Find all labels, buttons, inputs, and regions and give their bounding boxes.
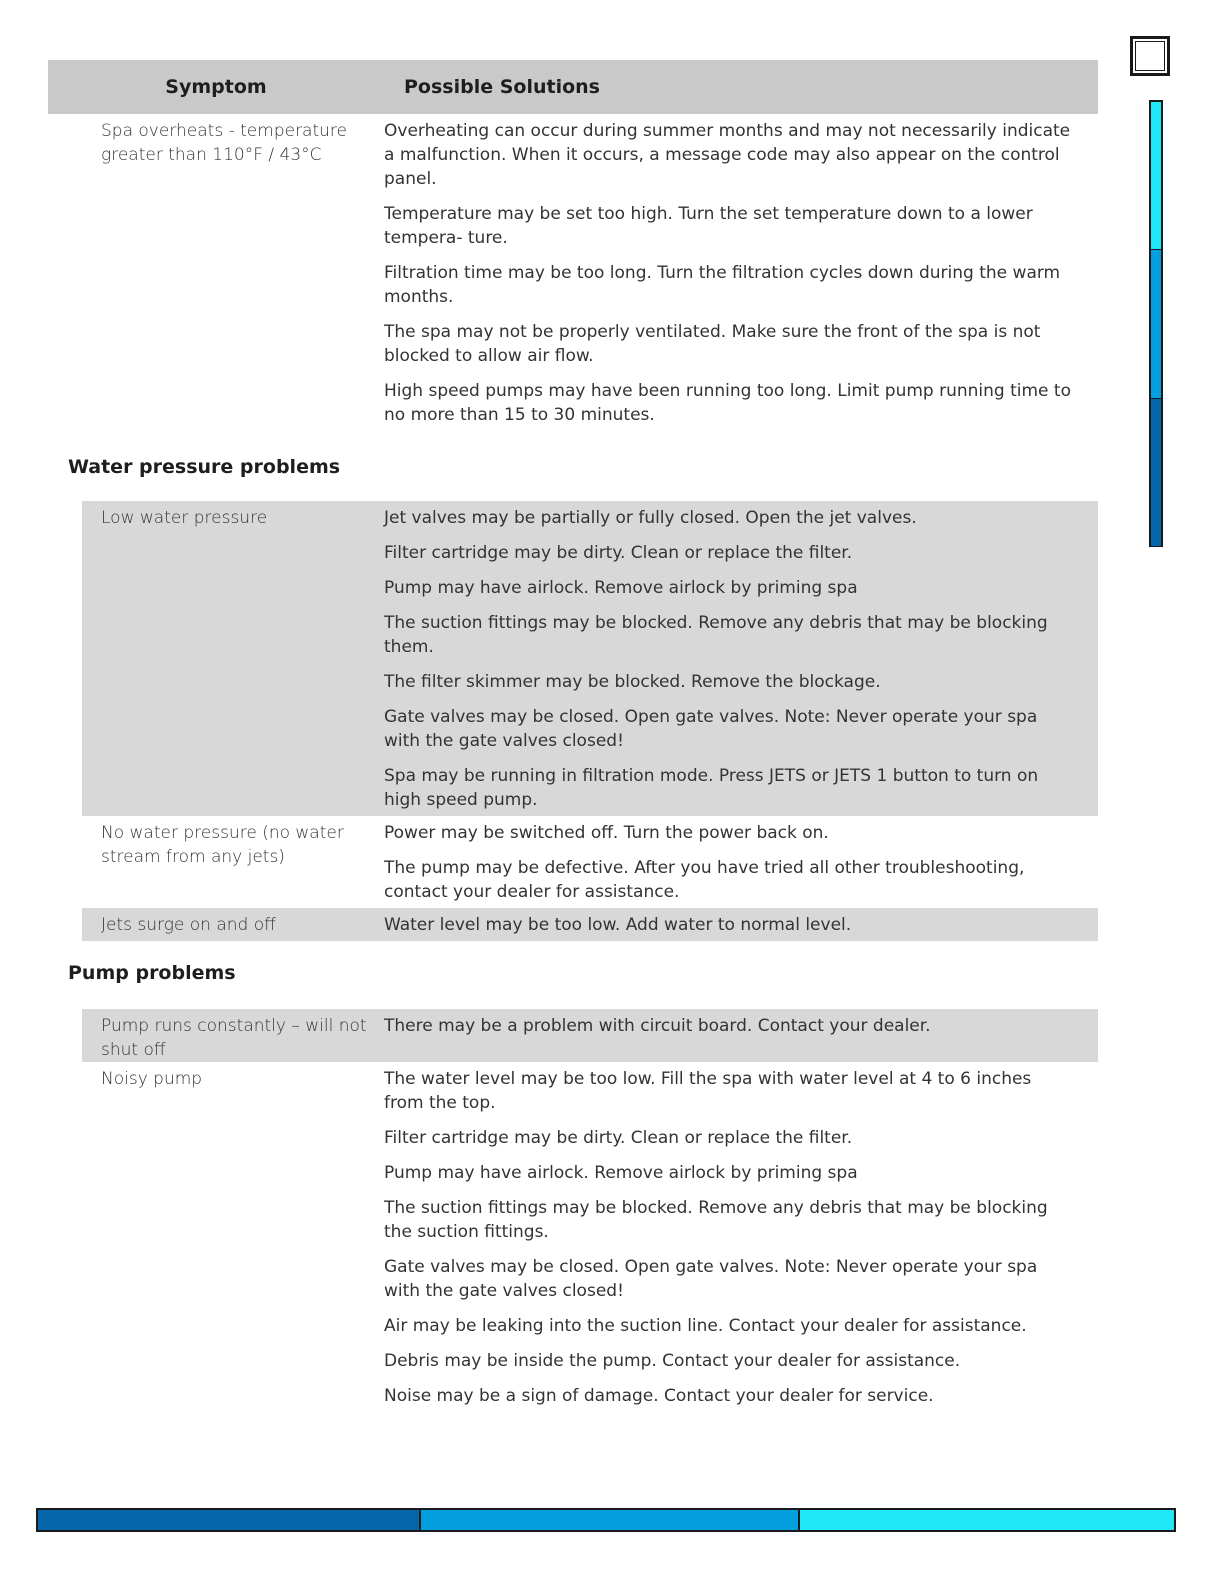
symptom-cell: Pump runs constantly – will not shut off xyxy=(101,1016,367,1060)
bottom-color-bar xyxy=(36,1508,1176,1532)
solution-item: Temperature may be set too high. Turn the set temperature down to a lower tempera- ture. xyxy=(384,204,1033,248)
solution-item: Overheating can occur during summer months and may not necessarily indicate a malfunction. When it occurs, a message code may also appear on the control panel. xyxy=(384,121,1071,189)
table-row xyxy=(82,908,1098,941)
symptom-cell: No water pressure (no water stream from any jets) xyxy=(101,823,344,867)
solutions-cell xyxy=(384,114,1098,431)
table-row xyxy=(82,1009,1098,1062)
solution-item: Water level may be too low. Add water to normal level. xyxy=(384,915,852,935)
solution-item: Jet valves may be partially or fully closed. Open the jet valves. xyxy=(384,508,917,528)
solution-item: The suction fittings may be blocked. Remove any debris that may be blocking them. xyxy=(384,613,1048,657)
bottom-bar-navy xyxy=(38,1510,421,1530)
solutions-cell xyxy=(384,1062,1098,1412)
solution-item: Air may be leaking into the suction line. Contact your dealer for assistance. xyxy=(384,1316,1027,1336)
solution-item: The water level may be too low. Fill the spa with water level at 4 to 6 inches from the top. xyxy=(384,1069,1032,1113)
solutions-cell xyxy=(384,1009,1098,1062)
solution-item: Gate valves may be closed. Open gate valves. Note: Never operate your spa with the gate valves closed! xyxy=(384,707,1038,751)
solution-item: The filter skimmer may be blocked. Remove the blockage. xyxy=(384,672,881,692)
solution-item: High speed pumps may have been running too long. Limit pump running time to no more than 15 to 30 minutes. xyxy=(384,381,1071,425)
solution-item: Power may be switched off. Turn the power back on. xyxy=(384,823,829,843)
solutions-cell xyxy=(384,816,1098,908)
symptom-cell: Spa overheats - temperature greater than 110°F / 43°C xyxy=(101,121,347,165)
solution-item: Filtration time may be too long. Turn the filtration cycles down during the warm months. xyxy=(384,263,1061,307)
solution-item: Gate valves may be closed. Open gate valves. Note: Never operate your spa with the gate valves closed! xyxy=(384,1257,1038,1301)
table-row xyxy=(48,114,1098,431)
symptom-cell: Low water pressure xyxy=(101,508,268,528)
solution-item: The pump may be defective. After you have tried all other troubleshooting, contact your dealer for assistance. xyxy=(384,858,1025,902)
table-row xyxy=(82,501,1098,816)
solutions-header: Possible Solutions xyxy=(404,76,600,98)
solutions-cell xyxy=(384,908,1098,941)
solution-item: Pump may have airlock. Remove airlock by priming spa xyxy=(384,578,858,598)
symptom-cell: Noisy pump xyxy=(101,1069,203,1089)
solution-item: Noise may be a sign of damage. Contact your dealer for service. xyxy=(384,1386,934,1406)
solution-item: Filter cartridge may be dirty. Clean or replace the filter. xyxy=(384,1128,853,1148)
page-corner-box xyxy=(1130,36,1170,76)
solution-item: Filter cartridge may be dirty. Clean or replace the filter. xyxy=(384,543,853,563)
solution-item: The spa may not be properly ventilated. Make sure the front of the spa is not blocked to allow air flow. xyxy=(384,322,1041,366)
troubleshooting-table xyxy=(0,114,1224,1412)
solution-item: Debris may be inside the pump. Contact your dealer for assistance. xyxy=(384,1351,961,1371)
section-title-water-pressure: Water pressure problems xyxy=(68,456,341,478)
solution-item: The suction fittings may be blocked. Remove any debris that may be blocking the suction fittings. xyxy=(384,1198,1048,1242)
solutions-cell xyxy=(384,501,1098,816)
bottom-bar-cyan xyxy=(800,1510,1174,1530)
symptom-cell: Jets surge on and off xyxy=(101,915,276,935)
bottom-bar-sky xyxy=(421,1510,800,1530)
table-row xyxy=(82,1062,1098,1412)
solution-item: Pump may have airlock. Remove airlock by priming spa xyxy=(384,1163,858,1183)
table-row xyxy=(82,816,1098,908)
symptom-header: Symptom xyxy=(165,76,267,98)
solution-item: Spa may be running in filtration mode. Press JETS or JETS 1 button to turn on high speed pump. xyxy=(384,766,1039,810)
solution-item: There may be a problem with circuit board. Contact your dealer. xyxy=(384,1016,931,1036)
section-title-pump: Pump problems xyxy=(68,962,236,984)
table-header xyxy=(48,60,1098,114)
